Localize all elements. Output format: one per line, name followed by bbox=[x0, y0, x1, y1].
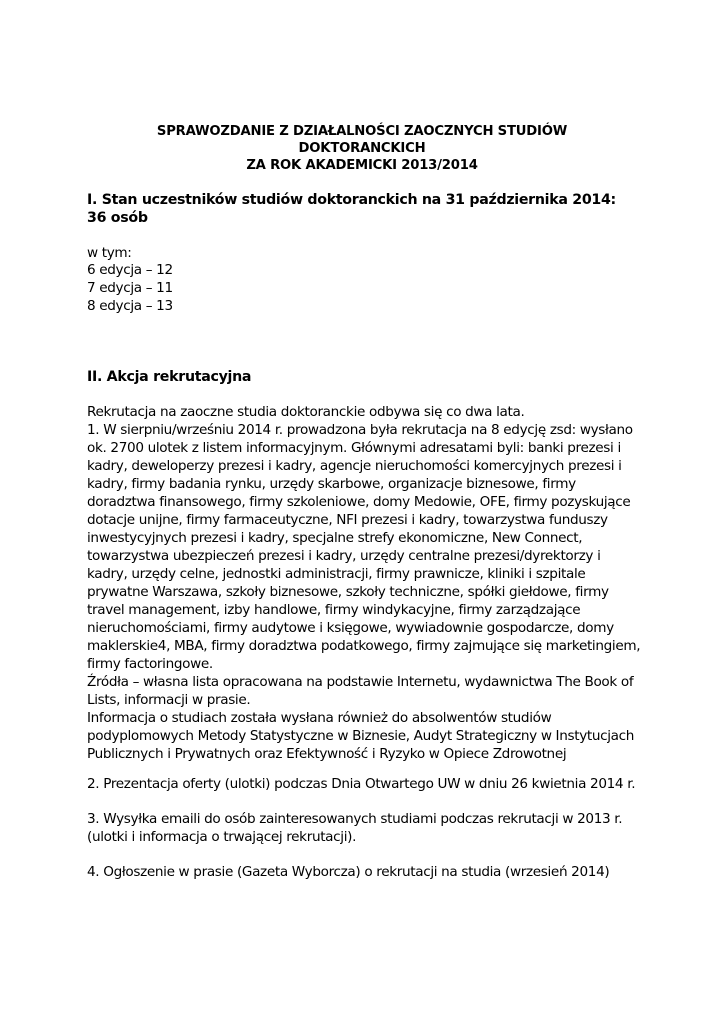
paragraph-line: Publicznych i Prywatnych oraz Efektywność i Ryzyko w Opiece Zdrowotnej bbox=[87, 746, 567, 762]
section1-heading-line-1: I. Stan uczestników studiów doktoranckich na 31 października 2014: bbox=[87, 192, 616, 208]
paragraph-line: podyplomowych Metody Statystyczne w Biznesie, Audyt Strategiczny w Instytucjach bbox=[87, 728, 635, 744]
document-title-line-3: ZA ROK AKADEMICKI 2013/2014 bbox=[246, 158, 478, 173]
paragraph-line: firmy factoringowe. bbox=[87, 656, 213, 672]
section2-heading: II. Akcja rekrutacyjna bbox=[87, 369, 252, 385]
paragraph-line: kadry, firmy badania rynku, urzędy skarbowe, organizacje biznesowe, firmy bbox=[87, 476, 576, 492]
paragraph-line: ok. 2700 ulotek z listem informacyjnym. Głównymi adresatami byli: banki prezesi i bbox=[87, 440, 621, 456]
paragraph-line: travel management, izby handlowe, firmy windykacyjne, firmy zarządzające bbox=[87, 602, 581, 618]
paragraph-line: towarzystwa ubezpieczeń prezesi i kadry, urzędy centralne prezesi/dyrektorzy i bbox=[87, 548, 601, 564]
paragraph-line: Lists, informacji w prasie. bbox=[87, 692, 251, 708]
paragraph-line: maklerskie4, MBA, firmy doradztwa podatkowego, firmy zajmujące się marketingiem, bbox=[87, 638, 641, 654]
list-item-4: 4. Ogłoszenie w prasie (Gazeta Wyborcza) o rekrutacji na studia (wrzesień 2014) bbox=[87, 864, 610, 880]
document-title-line-1: SPRAWOZDANIE Z DZIAŁALNOŚCI ZAOCZNYCH STUDIÓW bbox=[156, 124, 568, 139]
paragraph-line: nieruchomościami, firmy audytowe i księgowe, wywiadownie gospodarcze, domy bbox=[87, 620, 614, 636]
document-title-line-2: DOKTORANCKICH bbox=[298, 141, 426, 156]
section1-heading-line-2: 36 osób bbox=[87, 210, 148, 226]
paragraph-line: Źródła – własna lista opracowana na podstawie Internetu, wydawnictwa The Book of bbox=[87, 674, 634, 690]
paragraph-line: doradztwa finansowego, firmy szkoleniowe, domy Medowie, OFE, firmy pozyskujące bbox=[87, 494, 631, 510]
paragraph-line: prywatne Warszawa, szkoły biznesowe, szkoły techniczne, spółki giełdowe, firmy bbox=[87, 584, 609, 600]
list-item-3-line-2: (ulotki i informacja o trwającej rekrutacji). bbox=[87, 829, 357, 845]
paragraph-line: inwestycyjnych prezesi i kadry, specjalne strefy ekonomiczne, New Connect, bbox=[87, 530, 583, 546]
edition-item: 6 edycja – 12 bbox=[87, 262, 173, 278]
list-item-3-line-1: 3. Wysyłka emaili do osób zainteresowanych studiami podczas rekrutacji w 2013 r. bbox=[87, 811, 623, 827]
edition-item: 7 edycja – 11 bbox=[87, 280, 173, 296]
paragraph-line: Rekrutacja na zaoczne studia doktoranckie odbywa się co dwa lata. bbox=[87, 404, 525, 420]
paragraph-line: 1. W sierpniu/wrześniu 2014 r. prowadzona była rekrutacja na 8 edycję zsd: wysłano bbox=[87, 422, 633, 438]
section1-intro: w tym: bbox=[87, 245, 132, 261]
paragraph-line: kadry, urzędy celne, jednostki administracji, firmy prawnicze, kliniki i szpitale bbox=[87, 566, 586, 582]
paragraph-line: kadry, deweloperzy prezesi i kadry, agencje nieruchomości komercyjnych prezesi i bbox=[87, 458, 622, 474]
list-item-2: 2. Prezentacja oferty (ulotki) podczas Dnia Otwartego UW w dniu 26 kwietnia 2014 r. bbox=[87, 776, 636, 792]
paragraph-line: Informacja o studiach została wysłana również do absolwentów studiów bbox=[87, 710, 552, 726]
paragraph-line: dotacje unijne, firmy farmaceutyczne, NFI prezesi i kadry, towarzystwa funduszy bbox=[87, 512, 608, 528]
edition-item: 8 edycja – 13 bbox=[87, 298, 173, 314]
